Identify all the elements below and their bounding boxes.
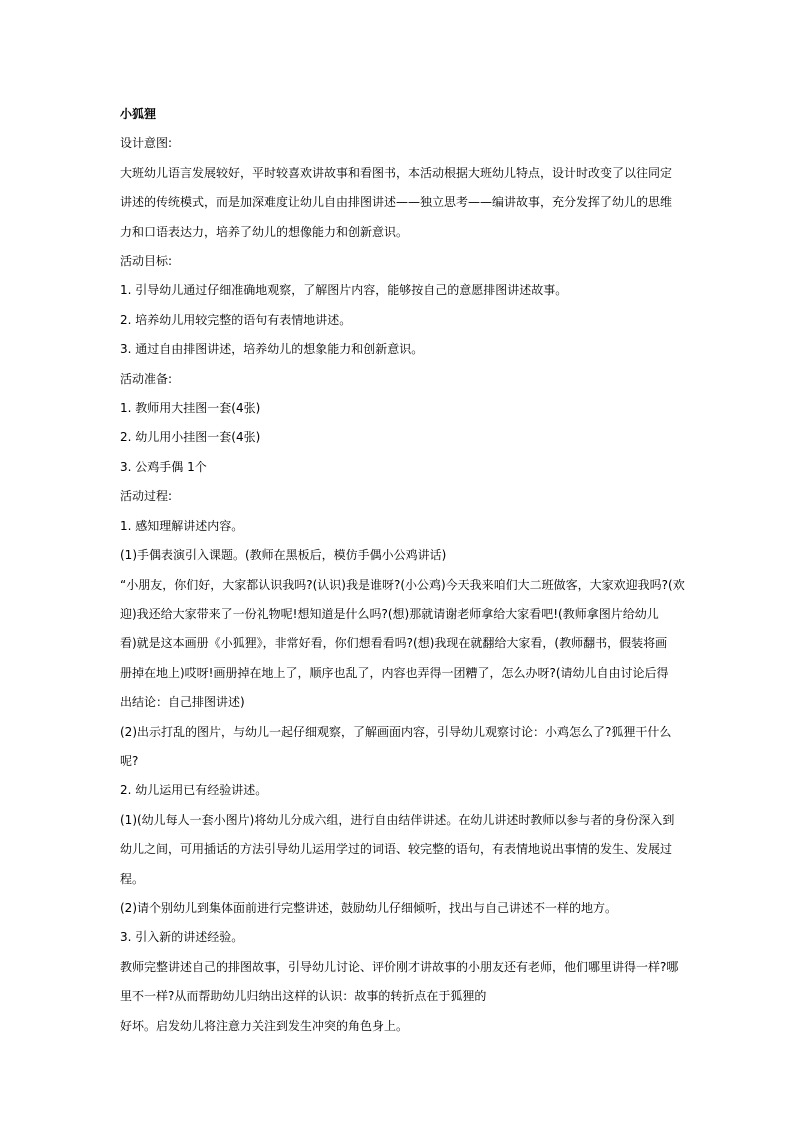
text-line: 程。 <box>120 871 145 886</box>
text-line: 1. 教师用大挂图一套(4张) <box>120 401 261 416</box>
text-line: 幼儿之间，可用插话的方法引导幼儿运用学过的词语、较完整的语句，有表情地说出事情的发生、发展过 <box>120 842 673 857</box>
text-line: 力和口语表达力，培养了幼儿的想像能力和创新意识。 <box>120 224 409 239</box>
text-line: 设计意图: <box>120 136 173 151</box>
text-line: 好坏。启发幼儿将注意力关注到发生冲突的角色身上。 <box>120 1018 409 1033</box>
document-title: 小狐狸 <box>120 107 157 121</box>
paragraph-list <box>120 129 685 1041</box>
text-line: 教师完整讲述自己的排图故事，引导幼儿讨论、评价刚才讲故事的小朋友还有老师，他们哪里讲得一样?哪 <box>120 959 679 974</box>
text-line: 呢? <box>120 753 139 768</box>
text-line: 活动目标: <box>120 254 173 269</box>
text-line: 2. 培养幼儿用较完整的语句有表情地讲述。 <box>120 312 352 327</box>
text-line: (2)出示打乱的图片，与幼儿一起仔细观察，了解画面内容，引导幼儿观察讨论：小鸡怎么了?狐狸干什么 <box>120 724 672 739</box>
text-line: 1. 感知理解讲述内容。 <box>120 518 244 533</box>
text-line: 大班幼儿语言发展较好，平时较喜欢讲故事和看图书，本活动根据大班幼儿特点，设计时改变了以往同定 <box>120 165 673 180</box>
text-line: 讲述的传统模式，而是加深难度让幼儿自由排图讲述——独立思考——编讲故事，充分发挥了幼儿的思维 <box>120 195 673 210</box>
text-line: 3. 引入新的讲述经验。 <box>120 930 244 945</box>
text-line: 3. 通过自由排图讲述，培养幼儿的想象能力和创新意识。 <box>120 342 424 357</box>
text-line: 里不一样?从而帮助幼儿归纳出这样的认识：故事的转折点在于狐狸的 <box>120 989 487 1004</box>
text-line: 册掉在地上)哎呀!画册掉在地上了，顺序也乱了，内容也弄得一团糟了，怎么办呀?(请幼儿自由讨论后得 <box>120 665 669 680</box>
text-line: 1. 引导幼儿通过仔细准确地观察，了解图片内容，能够按自己的意愿排图讲述故事。 <box>120 283 568 298</box>
document-body <box>120 100 685 1041</box>
text-line: 活动准备: <box>120 371 173 386</box>
text-line: (2)请个别幼儿到集体面前进行完整讲述，鼓励幼儿仔细倾听，找出与自己讲述不一样的地方。 <box>120 900 618 915</box>
text-line: 迎)我还给大家带来了一份礼物呢!想知道是什么吗?(想)那就请谢老师拿给大家看吧!(教师拿图片给幼儿 <box>120 606 659 621</box>
text-line: (1)(幼儿每人一套小图片)将幼儿分成六组，进行自由结伴讲述。在幼儿讲述时教师以参与者的身份深入到 <box>120 812 675 827</box>
text-line: 看)就是这本画册《小狐狸》，非常好看，你们想看看吗?(想)我现在就翻给大家看，(教师翻书，假装将画 <box>120 636 668 651</box>
text-line: 2. 幼儿运用已有经验讲述。 <box>120 783 268 798</box>
text-line: 2. 幼儿用小挂图一套(4张) <box>120 430 261 445</box>
text-line: 3. 公鸡手偶 1个 <box>120 459 207 474</box>
text-line: 出结论：自己排图讲述) <box>120 695 245 710</box>
text-line: “小朋友，你们好，大家都认识我吗?(认识)我是谁呀?(小公鸡)今天我来咱们大二班做客，大家欢迎我吗?(欢 <box>120 577 685 592</box>
text-line: (1)手偶表演引入课题。(教师在黑板后，模仿手偶小公鸡讲话) <box>120 548 447 563</box>
text-line: 活动过程: <box>120 489 173 504</box>
